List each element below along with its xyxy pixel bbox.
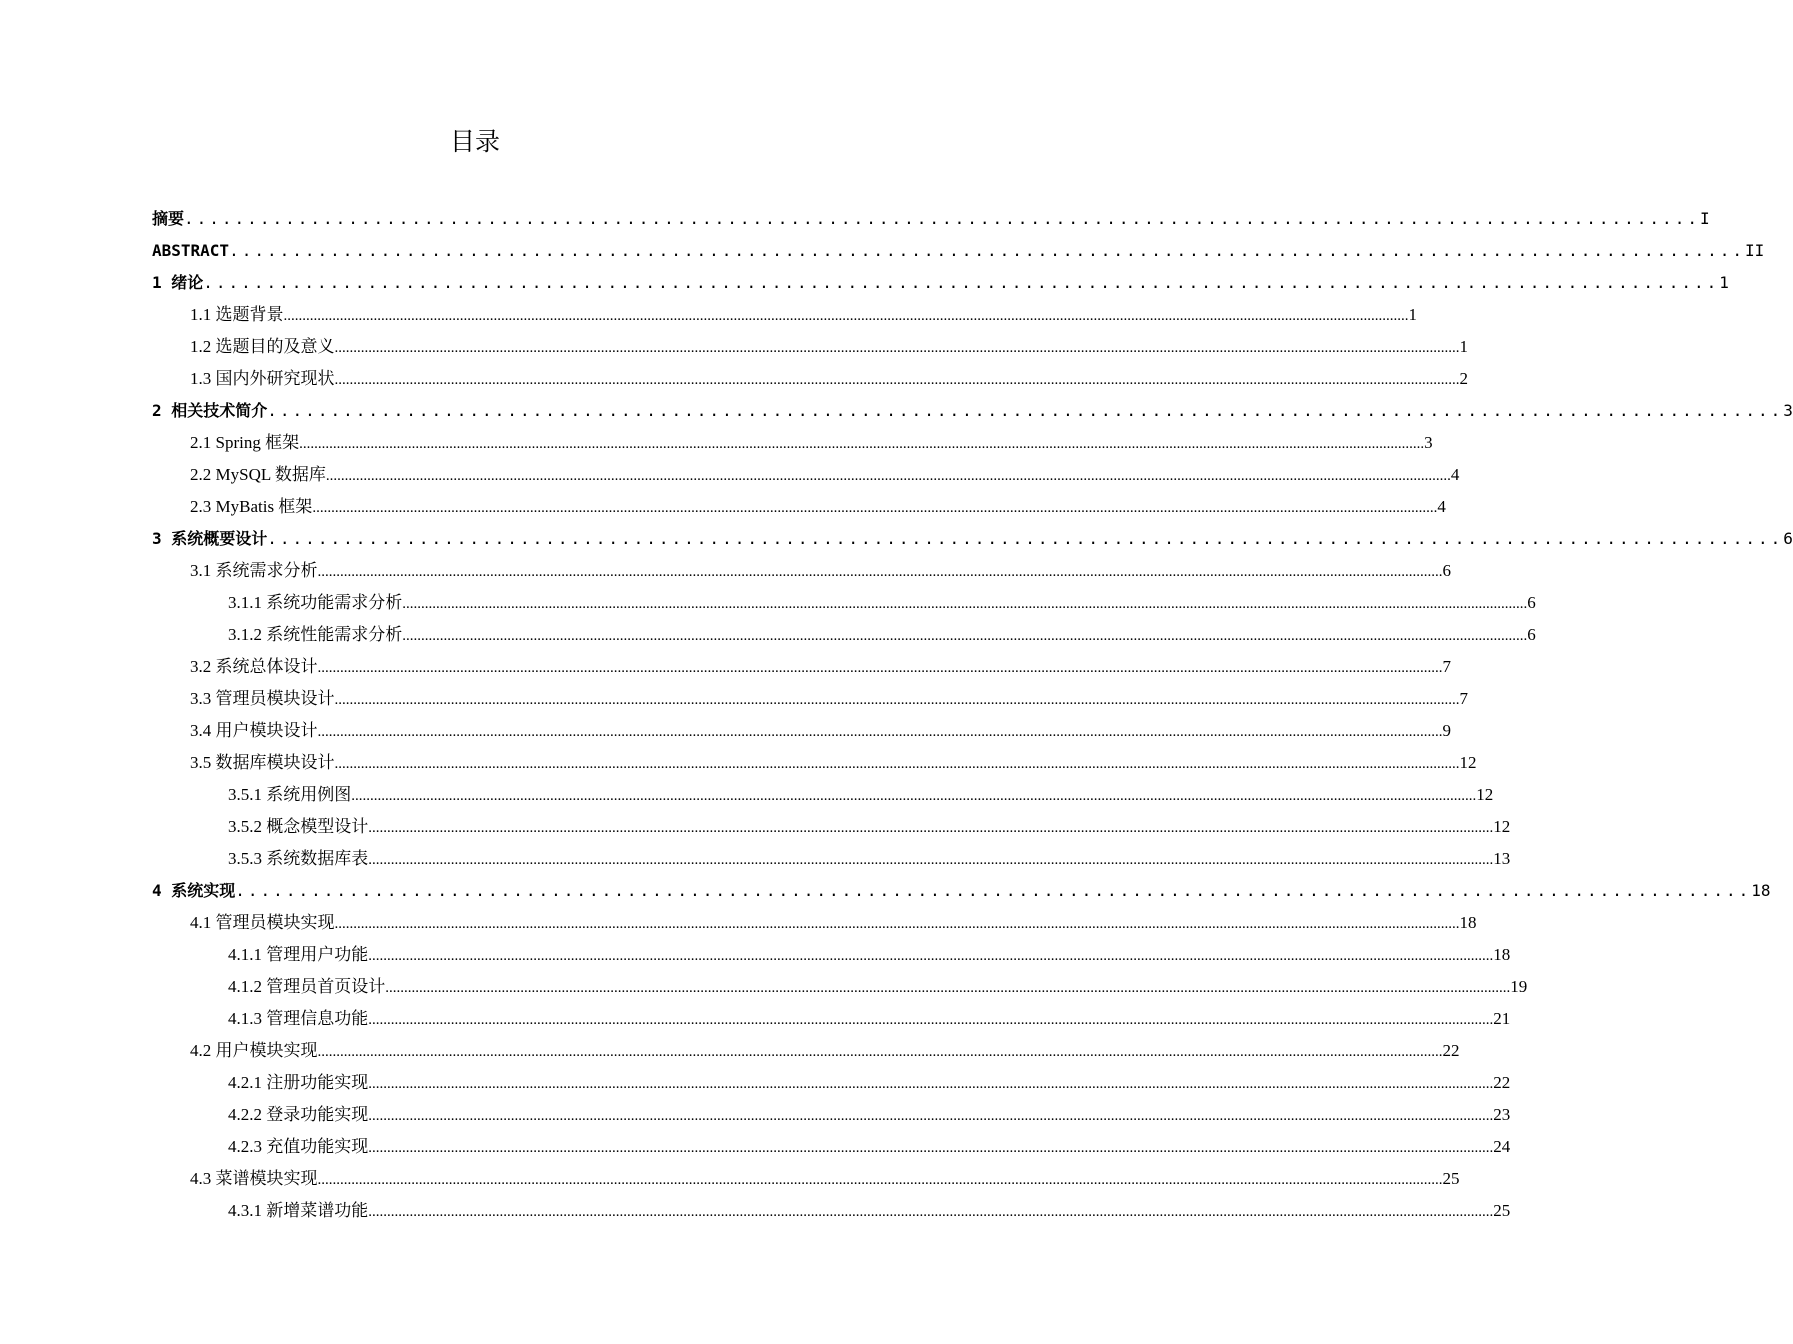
toc-entry-label: 3.1 系统需求分析 [190, 561, 318, 580]
toc-entry-page: 19 [1510, 977, 1528, 996]
toc-entry[interactable] [190, 427, 1433, 459]
toc-entry-page: 6 [1527, 625, 1536, 644]
toc-entry[interactable] [152, 235, 1765, 267]
toc-entry-page: 1 [1459, 337, 1468, 356]
toc-entry-label: 3.4 用户模块设计 [190, 721, 318, 740]
toc-leader-dots: ............................................................................................................................................................................................................................................................................................................ [317, 660, 1443, 676]
toc-entry-label: 4.2.1 注册功能实现 [228, 1073, 369, 1092]
toc-entry-page: 18 [1459, 913, 1477, 932]
toc-entry-label: ABSTRACT [152, 241, 230, 260]
toc-entry-page: 6 [1442, 561, 1451, 580]
toc-leader-dots: ............................................................................................................................................................................................................................................................................................................ [325, 468, 1451, 484]
toc-leader-dots: ............................................................................................................................................................................................................................................................................................................ [317, 1044, 1443, 1060]
toc-entry-page: 1 [1719, 273, 1729, 292]
toc-entry-label: 4.3 菜谱模块实现 [190, 1169, 318, 1188]
toc-entry-page: I [1699, 209, 1710, 228]
toc-entry[interactable] [190, 747, 1477, 779]
toc-entry-page: 22 [1493, 1073, 1511, 1092]
toc-entry-page: 18 [1751, 881, 1771, 900]
toc-entry[interactable] [228, 1099, 1511, 1131]
toc-leader-dots: ............................................................................................................................................................................................................................................................................................................ [351, 788, 1477, 804]
toc-leader-dots: ........................................................................................................................ [267, 401, 1784, 420]
toc-leader-dots: ............................................................................................................................................................................................................................................................................................................ [402, 596, 1528, 612]
toc-entry-label: 3.3 管理员模块设计 [190, 689, 335, 708]
toc-entry[interactable] [190, 491, 1446, 523]
toc-leader-dots: ............................................................................................................................................................................................................................................................................................................ [368, 1140, 1494, 1156]
toc-entry[interactable] [228, 1131, 1511, 1163]
toc-entry-label: 1 绪论 [152, 273, 204, 292]
toc-entry[interactable] [190, 715, 1451, 747]
toc-entry[interactable] [228, 779, 1494, 811]
toc-entry-page: 4 [1450, 465, 1460, 484]
toc-entry-page: 9 [1442, 721, 1451, 740]
toc-entry[interactable] [228, 939, 1511, 971]
toc-entry-page: 12 [1459, 753, 1477, 772]
toc-entry-label: 摘要 [152, 209, 185, 228]
toc-entry-page: 4 [1437, 497, 1446, 516]
toc-entry[interactable] [190, 683, 1468, 715]
toc-leader-dots: ............................................................................................................................................................................................................................................................................................................ [368, 1076, 1494, 1092]
toc-entry-label: 1.3 国内外研究现状 [190, 369, 335, 388]
toc-entry-label: 3.5.1 系统用例图 [228, 785, 352, 804]
toc-entry-page: 22 [1442, 1041, 1460, 1060]
toc-entry-label: 4.1.3 管理信息功能 [228, 1009, 369, 1028]
toc-entry-label: 4 系统实现 [152, 881, 236, 900]
toc-entry[interactable] [152, 203, 1710, 235]
toc-leader-dots: ........................................................................................................................ [229, 241, 1745, 260]
toc-entry-page: 6 [1527, 593, 1536, 612]
toc-leader-dots: ........................................................................................................................ [267, 529, 1784, 548]
toc-entry[interactable] [190, 555, 1451, 587]
toc-leader-dots: ............................................................................................................................................................................................................................................................................................................ [368, 852, 1494, 868]
toc-leader-dots: ............................................................................................................................................................................................................................................................................................................ [334, 756, 1460, 772]
toc-leader-dots: ............................................................................................................................................................................................................................................................................................................ [368, 1012, 1494, 1028]
toc-entry-label: 4.3.1 新增菜谱功能 [228, 1201, 369, 1220]
toc-entry-label: 1.2 选题目的及意义 [190, 337, 335, 356]
toc-entry-label: 2 相关技术简介 [152, 401, 268, 420]
toc-entry-page: II [1745, 241, 1765, 260]
toc-entry-label: 3.5.2 概念模型设计 [228, 817, 369, 836]
toc-entry-page: 13 [1493, 849, 1511, 868]
toc-leader-dots: ............................................................................................................................................................................................................................................................................................................ [299, 436, 1425, 452]
toc-entry-label: 4.1.2 管理员首页设计 [228, 977, 386, 996]
toc-entry[interactable] [190, 363, 1468, 395]
toc-entry[interactable] [190, 299, 1417, 331]
toc-entry-label: 3.5 数据库模块设计 [190, 753, 335, 772]
toc-entry-label: 2.3 MyBatis 框架 [190, 497, 313, 516]
toc-entry-page: 3 [1424, 433, 1433, 452]
toc-entry[interactable] [228, 811, 1511, 843]
toc-entry-label: 2.2 MySQL 数据库 [190, 465, 326, 484]
toc-entry-page: 24 [1493, 1137, 1511, 1156]
toc-entry[interactable] [228, 971, 1528, 1003]
toc-entry-label: 4.2 用户模块实现 [190, 1041, 318, 1060]
toc-leader-dots: ............................................................................................................................................................................................................................................................................................................ [385, 980, 1511, 996]
toc-leader-dots: ............................................................................................................................................................................................................................................................................................................ [402, 628, 1528, 644]
toc-entry-label: 3 系统概要设计 [152, 529, 268, 548]
toc-title: 目录 [449, 127, 500, 156]
toc-entry[interactable] [190, 907, 1477, 939]
toc-entry[interactable] [152, 523, 1793, 555]
toc-entry-page: 23 [1493, 1105, 1511, 1124]
toc-entry[interactable] [152, 267, 1729, 299]
toc-entry[interactable] [228, 1003, 1511, 1035]
toc-leader-dots: ........................................................................................................................ [235, 881, 1752, 900]
toc-leader-dots: ............................................................................................................................................................................................................................................................................................................ [312, 500, 1438, 516]
toc-entry-page: 3 [1783, 401, 1793, 420]
toc-entry[interactable] [190, 651, 1451, 683]
toc-leader-dots: ............................................................................................................................................................................................................................................................................................................ [334, 916, 1460, 932]
toc-leader-dots: ............................................................................................................................................................................................................................................................................................................ [334, 692, 1460, 708]
toc-entry[interactable] [190, 331, 1468, 363]
toc-entry-page: 21 [1493, 1009, 1511, 1028]
toc-entry-label: 4.2.2 登录功能实现 [228, 1105, 369, 1124]
toc-leader-dots: ............................................................................................................................................................................................................................................................................................................ [283, 308, 1409, 324]
toc-entry-page: 7 [1442, 657, 1451, 676]
toc-entry[interactable] [152, 875, 1771, 907]
toc-leader-dots: ............................................................................................................................................................................................................................................................................................................ [368, 1108, 1494, 1124]
toc-entry-label: 3.1.2 系统性能需求分析 [228, 625, 403, 644]
toc-leader-dots: ............................................................................................................................................................................................................................................................................................................ [334, 372, 1460, 388]
toc-leader-dots: ............................................................................................................................................................................................................................................................................................................ [317, 1172, 1443, 1188]
toc-entry[interactable] [228, 587, 1536, 619]
toc-leader-dots: ............................................................................................................................................................................................................................................................................................................ [368, 1204, 1494, 1220]
toc-entry-label: 2.1 Spring 框架 [190, 433, 300, 452]
toc-leader-dots: ........................................................................................................................ [203, 273, 1720, 292]
toc-entry[interactable] [228, 1067, 1511, 1099]
toc-entry-label: 3.1.1 系统功能需求分析 [228, 593, 403, 612]
toc-entry-page: 18 [1493, 945, 1511, 964]
toc-entry-label: 4.2.3 充值功能实现 [228, 1137, 369, 1156]
toc-entry-page: 6 [1783, 529, 1793, 548]
toc-entry-label: 1.1 选题背景 [190, 305, 284, 324]
toc-entry-page: 2 [1459, 369, 1468, 388]
toc-entry-label: 4.1 管理员模块实现 [190, 913, 335, 932]
toc-entry[interactable] [228, 619, 1536, 651]
toc-entry-page: 25 [1493, 1201, 1511, 1220]
toc-entry-page: 7 [1459, 689, 1468, 708]
toc-entry[interactable] [190, 1035, 1460, 1067]
toc-entry[interactable] [190, 1163, 1460, 1195]
toc-entry-page: 1 [1408, 305, 1417, 324]
toc-leader-dots: ............................................................................................................................................................................................................................................................................................................ [317, 724, 1443, 740]
toc-entry[interactable] [152, 395, 1793, 427]
toc-entry[interactable] [228, 843, 1511, 875]
toc-leader-dots: ............................................................................................................................................................................................................................................................................................................ [317, 564, 1443, 580]
toc-entry[interactable] [228, 1195, 1511, 1227]
toc-entry-page: 12 [1476, 785, 1494, 804]
toc-entry[interactable] [190, 459, 1460, 491]
toc-entry-label: 3.5.3 系统数据库表 [228, 849, 369, 868]
toc-entry-page: 12 [1493, 817, 1511, 836]
toc-entry-label: 4.1.1 管理用户功能 [228, 945, 369, 964]
toc-leader-dots: ............................................................................................................................................................................................................................................................................................................ [368, 948, 1494, 964]
toc-entry-label: 3.2 系统总体设计 [190, 657, 318, 676]
toc-entry-page: 25 [1442, 1169, 1460, 1188]
toc-leader-dots: ........................................................................................................................ [184, 209, 1700, 228]
toc-leader-dots: ............................................................................................................................................................................................................................................................................................................ [368, 820, 1494, 836]
toc-leader-dots: ............................................................................................................................................................................................................................................................................................................ [334, 340, 1460, 356]
